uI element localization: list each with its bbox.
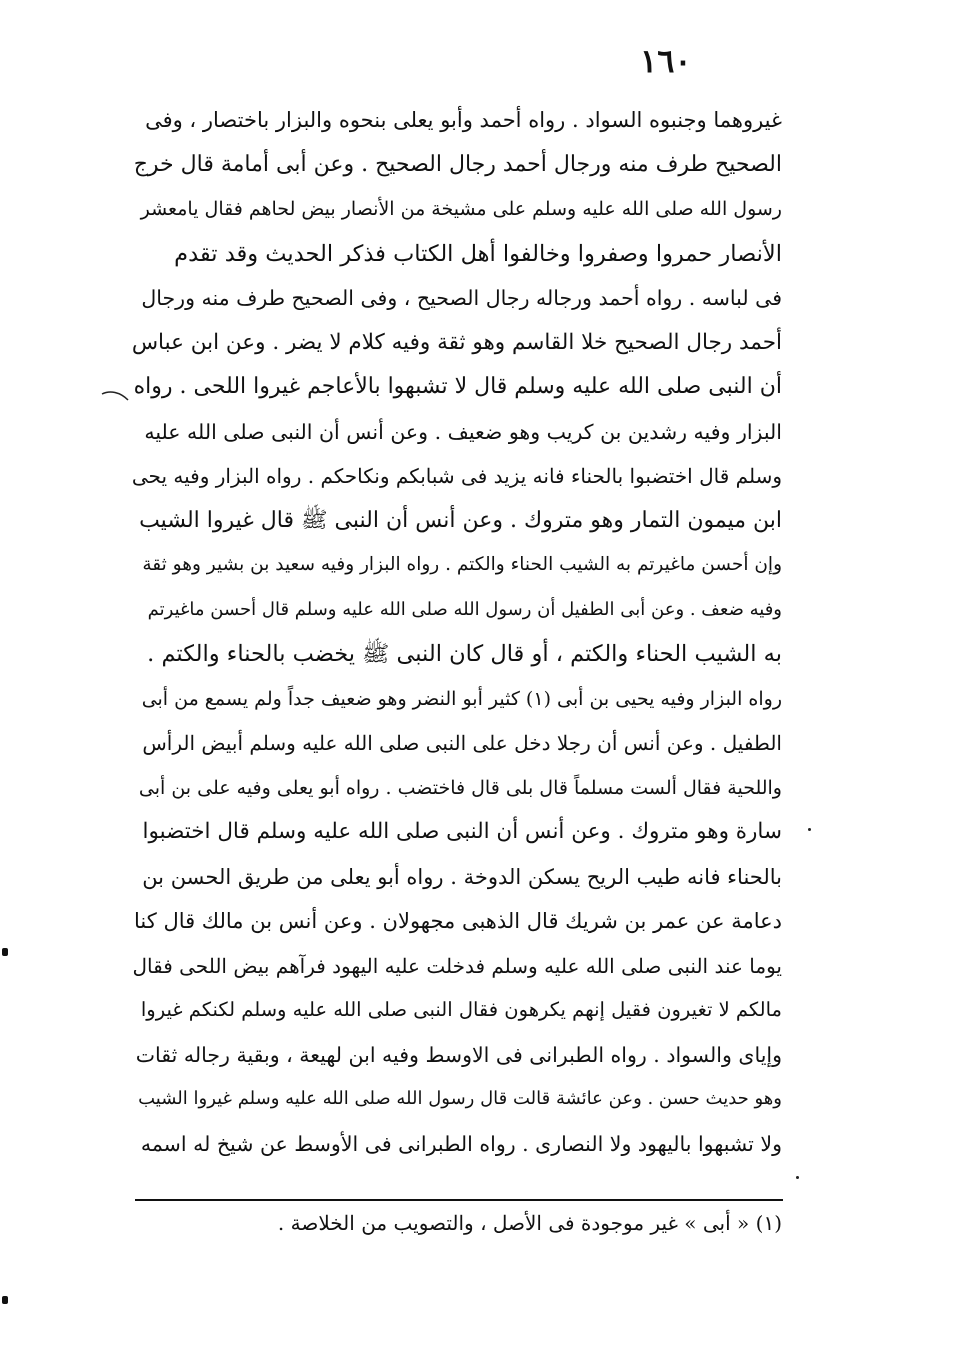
text-line: وسلم قال اختضبوا بالحناء فانه يزيد فى شبابكم ونكاحكم . رواه البزار وفيه يحى [132,464,782,488]
scan-edge-mark [2,1296,8,1304]
text-line: وإن أحسن ماغيرتم به الشيب الحناء والكتم . رواه البزار وفيه سعيد بن بشير وهو ثقة [142,554,782,575]
text-line: الصحيح طرف منه ورجال أحمد رجال الصحيح . وعن أبى أمامة قال خرج [133,151,782,177]
text-line: غيروهما وجنبوه السواد . رواه أحمد وأبو يعلى بنحوه والبزار باختصار ، وفى [145,108,782,132]
text-line: يوما عند النبى صلى الله عليه وسلم فدخلت عليه اليهود فرآهم بيض اللحى فقال [132,953,782,978]
text-line: واللحية فقال ألست مسلماً قال بلى قال فاختضب . رواه أبو يعلى وفيه على بن أبى [138,776,782,799]
text-line: مالكم لا تغيرون فقيل إنهم يكرهون فقال النبى صلى الله عليه وسلم لكنكم غيروا [140,998,782,1021]
text-line: الطفيل . وعن أنس أن رجلا دخل على النبى صلى الله عليه وسلم أبيض الرأس [142,731,782,755]
footnote: (١) « أبى » غير موجودة فى الأصل ، والتصويب من الخلاصة . [277,1211,782,1235]
footnote-divider [135,1199,783,1201]
text-line: ابن ميمون التمار وهو متروك . وعن أنس أن النبى ﷺ قال غيروا الشيب [139,507,782,533]
scan-speck [796,1176,799,1179]
text-line: البزار وفيه رشدين بن كريب وهو ضعيف . وعن أنس أن النبى صلى الله عليه [144,419,782,444]
text-line: وهو حديث حسن . وعن عائشة قالت قال رسول الله صلى الله عليه وسلم غيروا الشيب [138,1088,782,1109]
margin-mark-icon [100,388,130,402]
text-line: ولا تشبهوا باليهود ولا النصارى . رواه الطبرانى فى الأوسط عن شيخ له اسمه [140,1131,782,1156]
page-number: ١٦٠ [640,42,692,80]
scan-edge-mark [2,948,8,956]
text-line: دعامة عن عمر بن شريك قال الذهبى مجهولان . وعن أنس بن مالك قال كنا [134,909,782,933]
text-line: فى لباسه . رواه أحمد ورجاله رجال الصحيح ، وفى الصحيح طرف منه ورجال [141,286,782,310]
body-text [132,98,782,1166]
scan-speck [808,828,811,831]
text-line: بالحناء فانه طيب الريح يسكن الدوخة . رواه أبو يعلى من طريق الحسن بن [142,864,782,889]
text-line: أحمد رجال الصحيح خلا القاسم وهو ثقة وفيه كلام لا يضر . وعن ابن عباس [132,329,782,355]
text-line: وإياى والسواد . رواه الطبرانى فى الاوسط وفيه ابن لهيعة ، وبقية رجاله ثقات [135,1042,782,1067]
text-line: وفيه ضعف . وعن أبى الطفيل أن رسول الله صلى الله عليه وسلم قال أحسن ماغيرتم [147,598,782,620]
text-line: به الشيب الحناء والكتم ، أو قال كان النبى ﷺ يخضب بالحناء والكتم . [147,641,782,667]
text-line: الأنصار حمروا وصفروا وخالفوا أهل الكتاب فذكر الحديث وقد تقدم [174,240,782,267]
text-line: سارة وهو متروك . وعن أنس أن النبى صلى الله عليه وسلم قال اختضبوا [142,819,782,844]
text-line: رسول الله صلى الله عليه وسلم على مشيخة من الأنصار بيض لحاهم فقال يامعشر [140,198,782,220]
text-line: أن النبى صلى الله عليه وسلم قال لا تشبهوا بالأعاجم غيروا اللحى . رواه [133,374,782,399]
text-line: رواه البزار وفيه يحيى بن أبى (١) كثير أبو النضر وهو ضعيف جداً ولم يسمع من أبى [141,687,782,710]
